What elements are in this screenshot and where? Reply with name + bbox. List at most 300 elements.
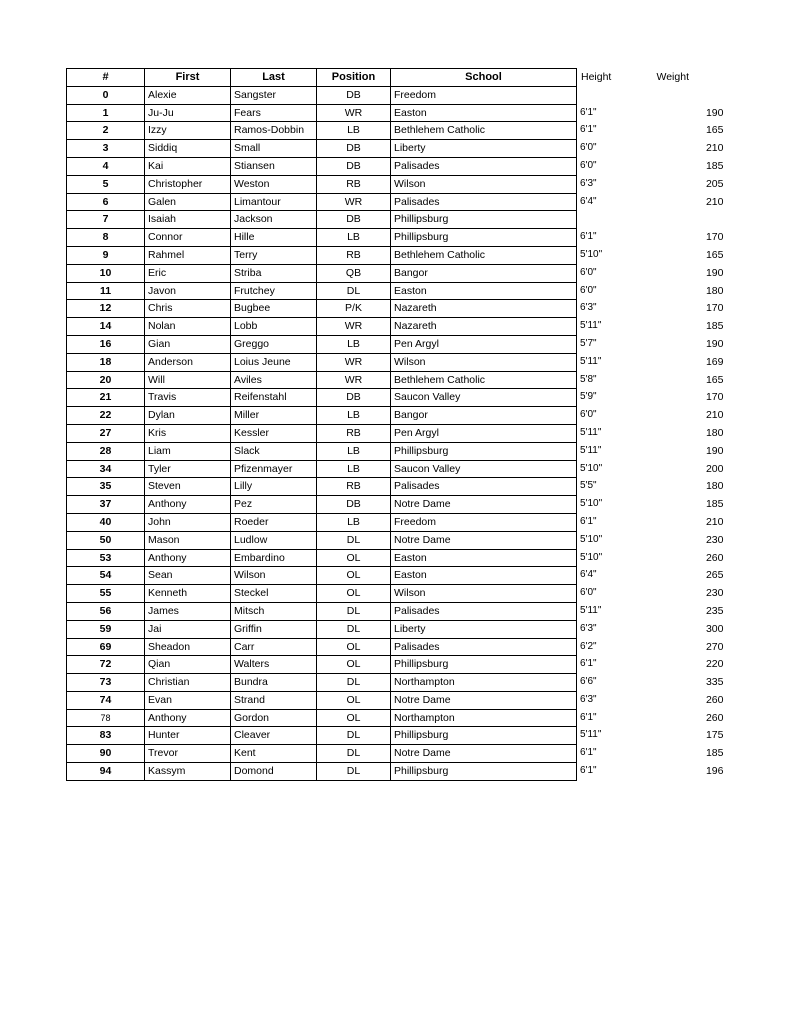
cell-number: 53	[67, 549, 145, 567]
cell-last: Jackson	[231, 211, 317, 229]
cell-weight: 185	[705, 320, 724, 333]
cell-position: OL	[317, 567, 391, 585]
cell-number: 8	[67, 229, 145, 247]
cell-school: Phillipsburg	[391, 763, 577, 781]
cell-number: 27	[67, 424, 145, 442]
cell-weight: 200	[705, 462, 724, 475]
cell-number: 54	[67, 567, 145, 585]
cell-position: QB	[317, 264, 391, 282]
cell-height: 5'11"	[580, 320, 602, 332]
cell-last: Bugbee	[231, 300, 317, 318]
cell-number: 72	[67, 656, 145, 674]
cell-height: 5'11"	[580, 355, 602, 367]
table-row	[67, 674, 727, 692]
cell-height: 6'0"	[580, 587, 597, 599]
cell-first: Qian	[145, 656, 231, 674]
cell-number: 9	[67, 246, 145, 264]
cell-number: 4	[67, 157, 145, 175]
cell-weight: 210	[705, 515, 724, 528]
cell-number: 7	[67, 211, 145, 229]
cell-last: Reifenstahl	[231, 389, 317, 407]
table-row	[67, 709, 727, 727]
cell-last: Weston	[231, 175, 317, 193]
cell-last: Kessler	[231, 424, 317, 442]
cell-last: Slack	[231, 442, 317, 460]
cell-height: 6'1"	[580, 124, 597, 136]
cell-school: Palisades	[391, 157, 577, 175]
cell-position: RB	[317, 246, 391, 264]
cell-height: 6'1"	[580, 515, 597, 527]
cell-last: Miller	[231, 407, 317, 425]
cell-number: 40	[67, 513, 145, 531]
cell-number: 73	[67, 674, 145, 692]
cell-weight: 185	[705, 747, 724, 760]
cell-height	[577, 86, 643, 104]
cell-last: Small	[231, 140, 317, 158]
cell-school: Wilson	[391, 353, 577, 371]
cell-first: Dylan	[145, 407, 231, 425]
cell-weight: 235	[705, 604, 724, 617]
cell-first: Trevor	[145, 745, 231, 763]
cell-height: 6'1"	[580, 747, 597, 759]
cell-number: 16	[67, 335, 145, 353]
cell-school: Saucon Valley	[391, 389, 577, 407]
cell-number: 50	[67, 531, 145, 549]
cell-number: 3	[67, 140, 145, 158]
cell-number: 69	[67, 638, 145, 656]
cell-first: Gian	[145, 335, 231, 353]
cell-last: Loius Jeune	[231, 353, 317, 371]
cell-first: Mason	[145, 531, 231, 549]
cell-position: RB	[317, 175, 391, 193]
cell-school: Northampton	[391, 674, 577, 692]
cell-position: DB	[317, 157, 391, 175]
cell-number: 83	[67, 727, 145, 745]
cell-last: Domond	[231, 763, 317, 781]
cell-last: Kent	[231, 745, 317, 763]
cell-school: Bethlehem Catholic	[391, 246, 577, 264]
column-header-position: Position	[317, 69, 391, 87]
cell-school: Wilson	[391, 585, 577, 603]
cell-school: Nazareth	[391, 300, 577, 318]
cell-first: Eric	[145, 264, 231, 282]
cell-first: Tyler	[145, 460, 231, 478]
cell-position: OL	[317, 549, 391, 567]
cell-position: P/K	[317, 300, 391, 318]
cell-position: LB	[317, 513, 391, 531]
cell-first: Hunter	[145, 727, 231, 745]
cell-first: Chris	[145, 300, 231, 318]
table-row	[67, 140, 727, 158]
cell-first: Anthony	[145, 549, 231, 567]
table-row	[67, 620, 727, 638]
cell-position: OL	[317, 585, 391, 603]
cell-first: Kris	[145, 424, 231, 442]
cell-last: Lilly	[231, 478, 317, 496]
cell-school: Nazareth	[391, 318, 577, 336]
cell-last: Limantour	[231, 193, 317, 211]
cell-weight: 170	[705, 302, 724, 315]
cell-last: Stiansen	[231, 157, 317, 175]
cell-school: Easton	[391, 549, 577, 567]
cell-weight: 270	[705, 640, 724, 653]
cell-height: 5'11"	[580, 604, 602, 616]
cell-number: 35	[67, 478, 145, 496]
cell-first: Kenneth	[145, 585, 231, 603]
cell-last: Wilson	[231, 567, 317, 585]
cell-weight: 185	[705, 498, 724, 511]
cell-height: 6'1"	[580, 106, 597, 118]
cell-last: Sangster	[231, 86, 317, 104]
cell-weight: 180	[705, 480, 724, 493]
cell-height: 6'6"	[580, 676, 597, 688]
cell-weight	[643, 211, 727, 229]
cell-school: Pen Argyl	[391, 335, 577, 353]
cell-height: 6'0"	[580, 142, 597, 154]
cell-school: Liberty	[391, 620, 577, 638]
cell-position: DB	[317, 496, 391, 514]
cell-height: 5'10"	[580, 498, 603, 510]
cell-position: DL	[317, 531, 391, 549]
cell-weight: 190	[705, 337, 724, 350]
cell-height: 5'10"	[580, 248, 603, 260]
cell-number: 20	[67, 371, 145, 389]
cell-last: Carr	[231, 638, 317, 656]
cell-weight: 180	[705, 426, 724, 439]
cell-number: 18	[67, 353, 145, 371]
cell-school: Phillipsburg	[391, 727, 577, 745]
table-row	[67, 407, 727, 425]
cell-position: WR	[317, 193, 391, 211]
cell-first: Ju-Ju	[145, 104, 231, 122]
cell-first: Kassym	[145, 763, 231, 781]
cell-first: John	[145, 513, 231, 531]
cell-height: 6'1"	[580, 658, 597, 670]
cell-school: Bethlehem Catholic	[391, 122, 577, 140]
cell-height: 6'0"	[580, 266, 597, 278]
cell-last: Striba	[231, 264, 317, 282]
cell-weight: 190	[705, 444, 724, 457]
cell-number: 22	[67, 407, 145, 425]
cell-height: 5'10"	[580, 533, 603, 545]
cell-weight: 335	[705, 676, 724, 689]
table-row	[67, 442, 727, 460]
cell-height: 5'8"	[580, 373, 597, 385]
cell-school: Palisades	[391, 478, 577, 496]
cell-weight: 210	[705, 409, 724, 422]
cell-weight: 210	[705, 195, 724, 208]
cell-school: Bangor	[391, 407, 577, 425]
table-row	[67, 763, 727, 781]
cell-number: 12	[67, 300, 145, 318]
cell-position: DL	[317, 620, 391, 638]
cell-height: 6'4"	[580, 569, 597, 581]
cell-position: DL	[317, 602, 391, 620]
table-row	[67, 478, 727, 496]
cell-last: Pfizenmayer	[231, 460, 317, 478]
cell-first: Travis	[145, 389, 231, 407]
cell-school: Notre Dame	[391, 745, 577, 763]
cell-first: Sheadon	[145, 638, 231, 656]
cell-position: DL	[317, 763, 391, 781]
cell-weight: 260	[705, 551, 724, 564]
table-row	[67, 567, 727, 585]
cell-height: 6'3"	[580, 622, 597, 634]
cell-last: Hille	[231, 229, 317, 247]
table-row	[67, 585, 727, 603]
cell-school: Palisades	[391, 638, 577, 656]
cell-school: Easton	[391, 567, 577, 585]
cell-weight: 196	[705, 765, 724, 778]
table-row	[67, 424, 727, 442]
cell-last: Terry	[231, 246, 317, 264]
cell-position: OL	[317, 691, 391, 709]
cell-last: Strand	[231, 691, 317, 709]
cell-last: Pez	[231, 496, 317, 514]
cell-position: OL	[317, 656, 391, 674]
cell-position: RB	[317, 424, 391, 442]
table-row	[67, 86, 727, 104]
cell-height: 6'0"	[580, 159, 597, 171]
cell-first: Sean	[145, 567, 231, 585]
cell-position: WR	[317, 371, 391, 389]
cell-weight: 190	[705, 266, 724, 279]
cell-height: 6'3"	[580, 177, 597, 189]
cell-position: LB	[317, 122, 391, 140]
cell-last: Griffin	[231, 620, 317, 638]
cell-number: 14	[67, 318, 145, 336]
cell-height: 5'10"	[580, 551, 603, 563]
cell-weight: 210	[705, 142, 724, 155]
cell-weight: 180	[705, 284, 724, 297]
cell-school: Notre Dame	[391, 691, 577, 709]
table-row	[67, 496, 727, 514]
header-row	[67, 69, 727, 87]
cell-position: LB	[317, 460, 391, 478]
cell-number: 94	[67, 763, 145, 781]
cell-last: Frutchey	[231, 282, 317, 300]
cell-height: 6'1"	[580, 711, 597, 723]
cell-school: Easton	[391, 282, 577, 300]
cell-school: Freedom	[391, 86, 577, 104]
cell-number: 2	[67, 122, 145, 140]
cell-height: 5'5"	[580, 480, 597, 492]
cell-last: Mitsch	[231, 602, 317, 620]
cell-last: Greggo	[231, 335, 317, 353]
cell-last: Gordon	[231, 709, 317, 727]
cell-weight: 170	[705, 391, 724, 404]
cell-weight: 265	[705, 569, 724, 582]
cell-first: Izzy	[145, 122, 231, 140]
cell-first: James	[145, 602, 231, 620]
cell-height: 5'11"	[580, 444, 602, 456]
cell-first: Isaiah	[145, 211, 231, 229]
cell-weight: 230	[705, 533, 724, 546]
cell-first: Steven	[145, 478, 231, 496]
cell-position: DL	[317, 282, 391, 300]
cell-number: 28	[67, 442, 145, 460]
cell-school: Bethlehem Catholic	[391, 371, 577, 389]
cell-number: 37	[67, 496, 145, 514]
cell-first: Will	[145, 371, 231, 389]
cell-weight: 165	[705, 248, 724, 261]
cell-height: 6'1"	[580, 765, 597, 777]
table-row	[67, 745, 727, 763]
cell-school: Palisades	[391, 193, 577, 211]
cell-position: OL	[317, 638, 391, 656]
cell-position: DB	[317, 86, 391, 104]
cell-number: 5	[67, 175, 145, 193]
cell-number: 55	[67, 585, 145, 603]
cell-height: 6'2"	[580, 640, 597, 652]
cell-height: 5'10"	[580, 462, 603, 474]
cell-weight	[643, 86, 727, 104]
cell-weight: 260	[705, 693, 724, 706]
cell-first: Rahmel	[145, 246, 231, 264]
cell-height: 5'7"	[580, 337, 597, 349]
cell-height: 5'11"	[580, 729, 602, 741]
table-row	[67, 602, 727, 620]
cell-position: DL	[317, 745, 391, 763]
table-row	[67, 157, 727, 175]
table-row	[67, 513, 727, 531]
cell-last: Fears	[231, 104, 317, 122]
cell-position: LB	[317, 407, 391, 425]
table-row	[67, 122, 727, 140]
cell-number: 11	[67, 282, 145, 300]
cell-school: Palisades	[391, 602, 577, 620]
cell-number: 78	[67, 709, 145, 727]
cell-height: 6'4"	[580, 195, 597, 207]
cell-first: Anthony	[145, 496, 231, 514]
cell-school: Phillipsburg	[391, 229, 577, 247]
table-row	[67, 371, 727, 389]
cell-position: DB	[317, 211, 391, 229]
cell-weight: 205	[705, 177, 724, 190]
cell-number: 59	[67, 620, 145, 638]
table-row	[67, 300, 727, 318]
table-row	[67, 353, 727, 371]
cell-number: 34	[67, 460, 145, 478]
cell-number: 56	[67, 602, 145, 620]
cell-position: OL	[317, 709, 391, 727]
column-header-first: First	[145, 69, 231, 87]
cell-school: Notre Dame	[391, 531, 577, 549]
table-row	[67, 727, 727, 745]
cell-school: Saucon Valley	[391, 460, 577, 478]
cell-first: Nolan	[145, 318, 231, 336]
column-header-last: Last	[231, 69, 317, 87]
cell-weight: 165	[705, 124, 724, 137]
cell-position: RB	[317, 478, 391, 496]
cell-height: 5'9"	[580, 391, 597, 403]
cell-position: WR	[317, 318, 391, 336]
cell-weight: 230	[705, 587, 724, 600]
cell-last: Ludlow	[231, 531, 317, 549]
table-body	[67, 86, 727, 780]
cell-school: Liberty	[391, 140, 577, 158]
cell-number: 90	[67, 745, 145, 763]
table-row	[67, 229, 727, 247]
column-header-height: Height	[581, 71, 612, 83]
table-row	[67, 193, 727, 211]
roster-table-container	[66, 68, 726, 781]
cell-weight: 190	[705, 106, 724, 119]
cell-position: DL	[317, 674, 391, 692]
cell-first: Liam	[145, 442, 231, 460]
cell-last: Cleaver	[231, 727, 317, 745]
cell-first: Christopher	[145, 175, 231, 193]
cell-first: Anthony	[145, 709, 231, 727]
table-row	[67, 531, 727, 549]
cell-first: Christian	[145, 674, 231, 692]
cell-first: Anderson	[145, 353, 231, 371]
cell-school: Phillipsburg	[391, 211, 577, 229]
cell-first: Siddiq	[145, 140, 231, 158]
cell-last: Roeder	[231, 513, 317, 531]
table-row	[67, 638, 727, 656]
table-row	[67, 460, 727, 478]
cell-height: 6'1"	[580, 231, 597, 243]
table-row	[67, 104, 727, 122]
table-row	[67, 389, 727, 407]
table-row	[67, 246, 727, 264]
cell-last: Lobb	[231, 318, 317, 336]
cell-number: 0	[67, 86, 145, 104]
cell-height: 5'11"	[580, 426, 602, 438]
cell-weight: 165	[705, 373, 724, 386]
cell-number: 1	[67, 104, 145, 122]
cell-first: Kai	[145, 157, 231, 175]
cell-school: Pen Argyl	[391, 424, 577, 442]
cell-school: Freedom	[391, 513, 577, 531]
cell-height: 6'0"	[580, 409, 597, 421]
cell-school: Phillipsburg	[391, 656, 577, 674]
cell-first: Galen	[145, 193, 231, 211]
cell-first: Javon	[145, 282, 231, 300]
cell-height: 6'0"	[580, 284, 597, 296]
table-row	[67, 175, 727, 193]
cell-weight: 260	[705, 711, 724, 724]
roster-table	[66, 68, 727, 781]
cell-first: Alexie	[145, 86, 231, 104]
table-row	[67, 318, 727, 336]
cell-height	[577, 211, 643, 229]
cell-weight: 169	[705, 355, 724, 368]
cell-position: LB	[317, 335, 391, 353]
table-row	[67, 211, 727, 229]
cell-first: Jai	[145, 620, 231, 638]
cell-number: 6	[67, 193, 145, 211]
cell-position: DL	[317, 727, 391, 745]
column-header-school: School	[391, 69, 577, 87]
cell-school: Wilson	[391, 175, 577, 193]
cell-last: Bundra	[231, 674, 317, 692]
cell-school: Easton	[391, 104, 577, 122]
cell-school: Bangor	[391, 264, 577, 282]
table-row	[67, 282, 727, 300]
table-row	[67, 335, 727, 353]
cell-last: Walters	[231, 656, 317, 674]
cell-weight: 300	[705, 622, 724, 635]
cell-last: Steckel	[231, 585, 317, 603]
cell-weight: 175	[705, 729, 724, 742]
cell-weight: 220	[705, 658, 724, 671]
cell-number: 74	[67, 691, 145, 709]
cell-height: 6'3"	[580, 302, 597, 314]
cell-school: Northampton	[391, 709, 577, 727]
cell-position: WR	[317, 353, 391, 371]
